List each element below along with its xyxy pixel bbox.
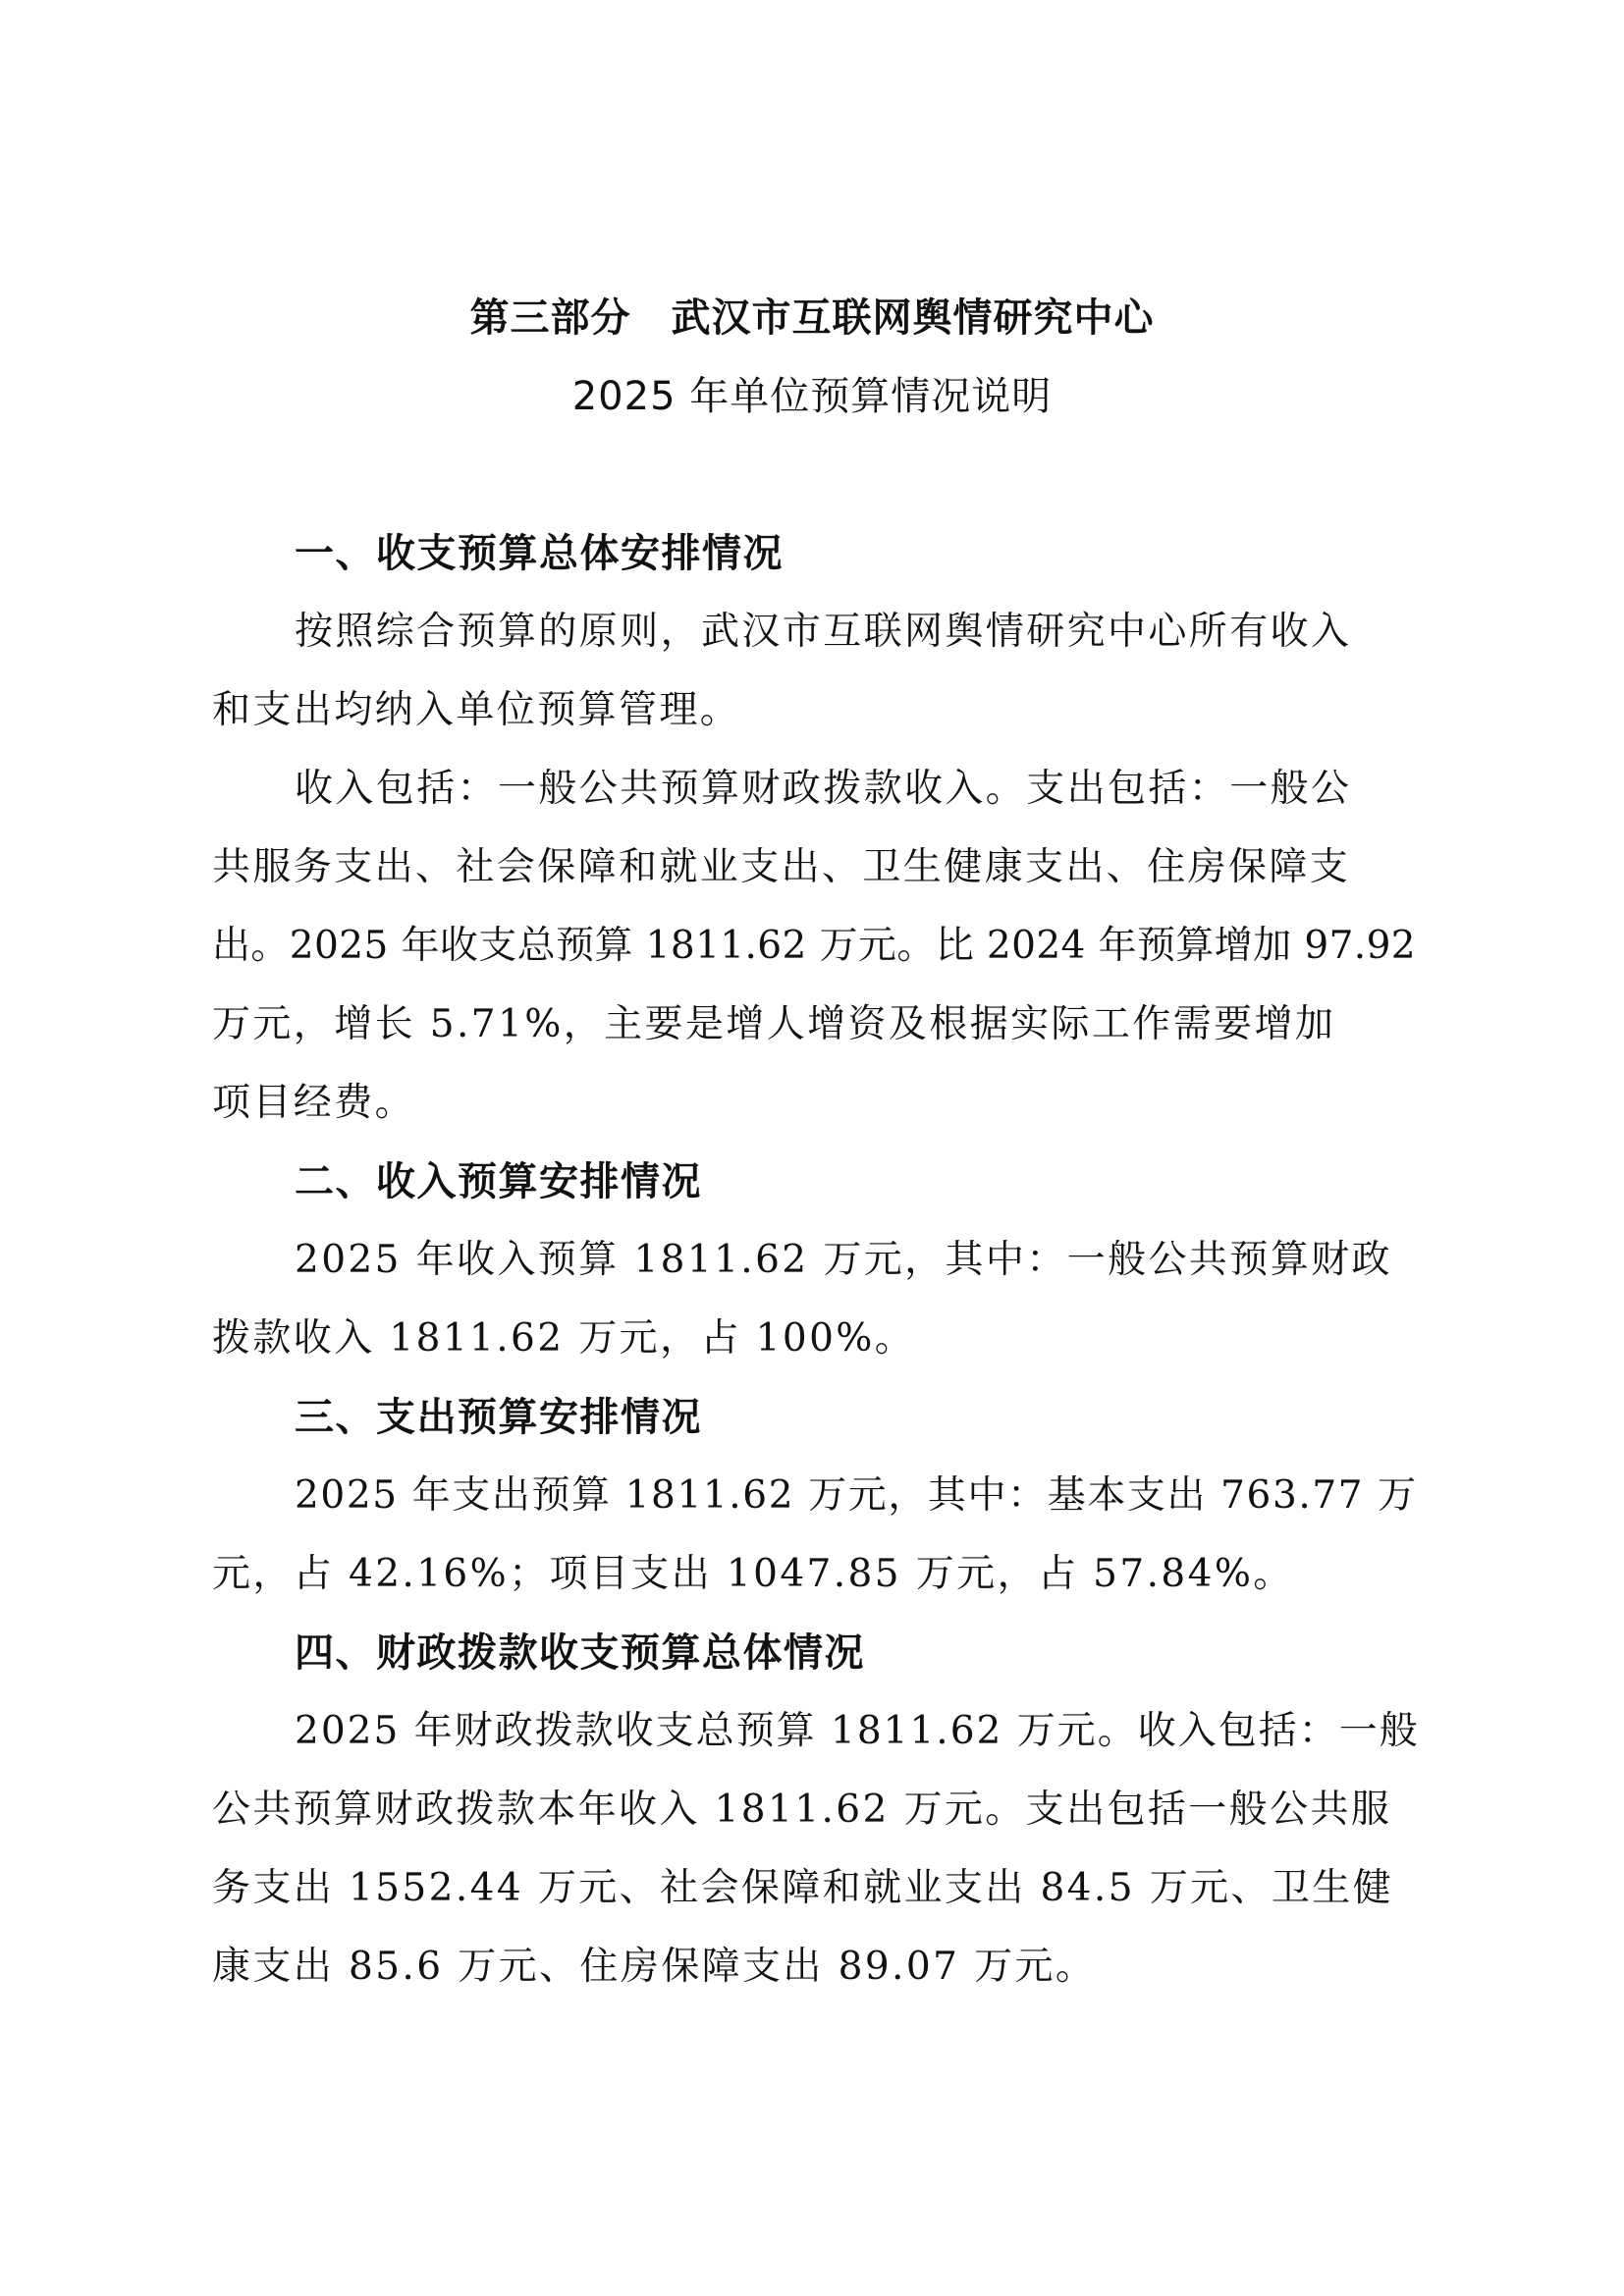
paragraph-line: 公共预算财政拨款本年收入 1811.62 万元。支出包括一般公共服 <box>212 1788 1392 1832</box>
paragraph-line: 务支出 1552.44 万元、社会保障和就业支出 84.5 万元、卫生健 <box>212 1866 1394 1910</box>
paragraph-line: 康支出 85.6 万元、住房保障支出 89.07 万元。 <box>212 1945 1097 1989</box>
paragraph-line: 2025 年收入预算 1811.62 万元，其中：一般公共预算财政 <box>295 1238 1392 1282</box>
section-heading-1: 一、收支预算总体安排情况 <box>295 531 784 576</box>
document-title-line2: 2025 年单位预算情况说明 <box>571 374 1053 419</box>
paragraph-line: 拨款收入 1811.62 万元，占 100%。 <box>212 1316 916 1361</box>
section-heading-2: 二、收入预算安排情况 <box>295 1159 702 1204</box>
paragraph-line: 项目经费。 <box>212 1081 416 1125</box>
paragraph-line: 共服务支出、社会保障和就业支出、卫生健康支出、住房保障支 <box>212 845 1351 889</box>
paragraph-line: 2025 年财政拨款收支总预算 1811.62 万元。收入包括：一般 <box>295 1709 1420 1753</box>
section-heading-4: 四、财政拨款收支预算总体情况 <box>295 1630 865 1676</box>
paragraph-line: 按照综合预算的原则，武汉市互联网舆情研究中心所有收入 <box>295 610 1352 654</box>
paragraph-line: 收入包括：一般公共预算财政拨款收入。支出包括：一般公 <box>295 767 1352 811</box>
paragraph-line: 2025 年支出预算 1811.62 万元，其中：基本支出 763.77 万 <box>295 1473 1418 1518</box>
paragraph-line: 和支出均纳入单位预算管理。 <box>212 688 741 732</box>
paragraph-line: 万元，增长 5.71%，主要是增人增资及根据实际工作需要增加 <box>212 1002 1336 1046</box>
paragraph-line: 出。2025 年收支总预算 1811.62 万元。比 2024 年预算增加 97.92 <box>212 924 1417 968</box>
document-title-line1: 第三部分 武汉市互联网舆情研究中心 <box>469 295 1155 341</box>
section-heading-3: 三、支出预算安排情况 <box>295 1395 702 1440</box>
paragraph-line: 元，占 42.16%；项目支出 1047.85 万元，占 57.84%。 <box>212 1552 1294 1596</box>
